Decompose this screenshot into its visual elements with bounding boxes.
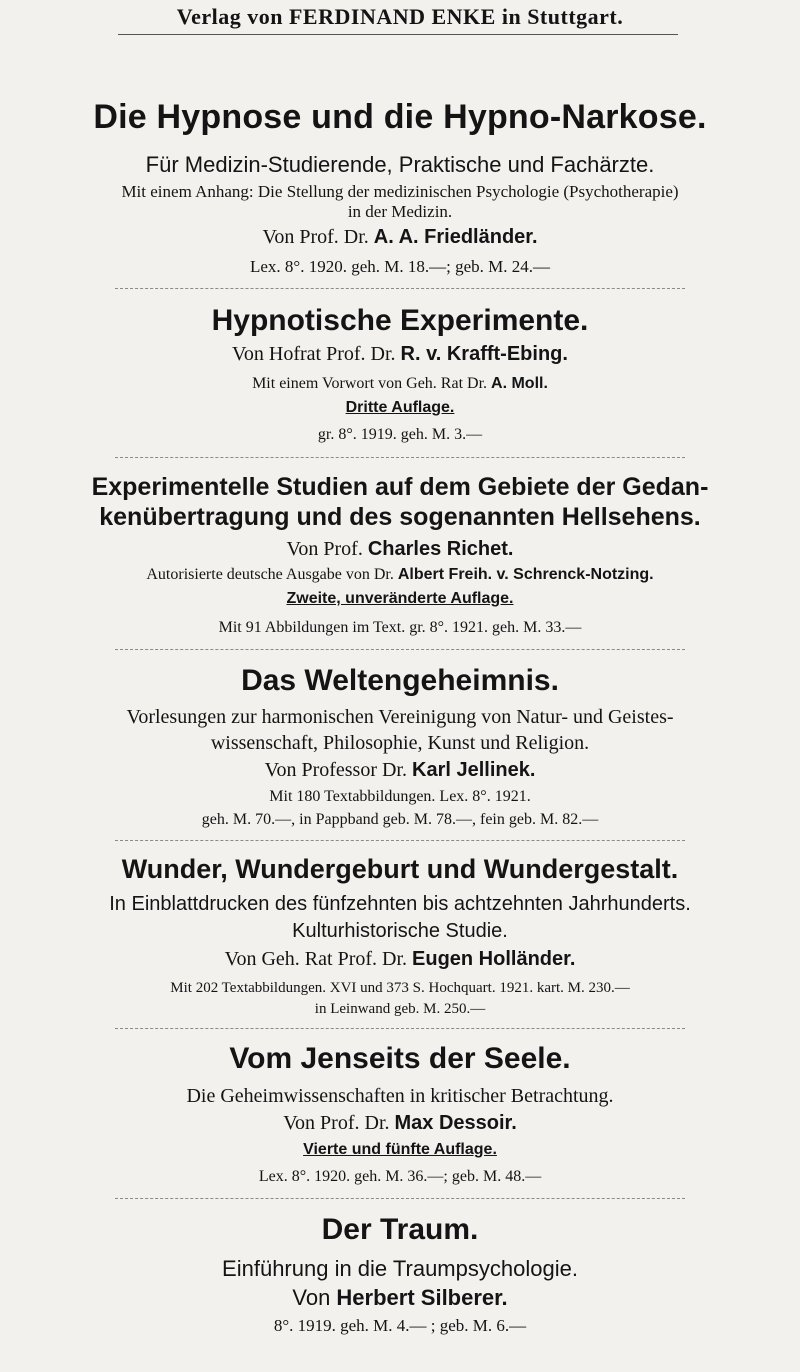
book-author-line [0, 343, 800, 366]
book-appendix: Mit einem Anhang: Die Stellung der medizinischen Psychologie (Psychotherapie) [121, 182, 679, 201]
book-author-line [0, 1285, 800, 1311]
book-author-line [0, 948, 800, 971]
book-edition: Vierte und fünfte Auflage. [303, 1141, 497, 1158]
book-author-line [0, 1112, 800, 1135]
book-title: Hypnotische Experimente. [211, 304, 589, 337]
book-author-line [0, 759, 800, 782]
book-subtitle: Die Geheimwissenschaften in kritischer Betrachtung. [186, 1085, 614, 1107]
author-prefix: Von Prof. Dr. [283, 1112, 395, 1134]
author-name: Eugen Holländer. [412, 948, 576, 970]
author-prefix: Von Geh. Rat Prof. Dr. [224, 948, 413, 970]
book-details: 8°. 1919. geh. M. 4.— ; geb. M. 6.— [273, 1316, 527, 1335]
book-details-cont: in Leinwand geb. M. 250.— [314, 1001, 486, 1017]
book-details: Lex. 8°. 1920. geh. M. 18.—; geb. M. 24.— [249, 257, 551, 276]
book-title: Wunder, Wundergeburt und Wundergestalt. [121, 854, 679, 884]
book-details-cont: geh. M. 70.—, in Pappband geb. M. 78.—, fein geb. M. 82.— [201, 811, 599, 828]
author-prefix: Von Hofrat Prof. Dr. [232, 343, 401, 365]
section-divider [115, 457, 685, 458]
section-divider [115, 840, 685, 841]
book-title: Experimentelle Studien auf dem Gebiete der Gedan- [91, 473, 709, 501]
book-edition: Dritte Auflage. [345, 399, 455, 416]
book-details: Mit 202 Textabbildungen. XVI und 373 S. Hochquart. 1921. kart. M. 230.— [170, 980, 630, 996]
author-prefix: Von [292, 1285, 337, 1310]
translation-prefix: Autorisierte deutsche Ausgabe von Dr. [146, 566, 398, 583]
book-subtitle: In Einblattdrucken des fünfzehnten bis achtzehnten Jahrhunderts. [109, 893, 691, 915]
section-divider [115, 1028, 685, 1029]
book-details: Lex. 8°. 1920. geh. M. 36.—; geb. M. 48.— [258, 1168, 542, 1185]
book-title: Der Traum. [321, 1213, 479, 1246]
book-title: Die Hypnose und die Hypno-Narkose. [93, 98, 707, 136]
book-details: Mit 180 Textabbildungen. Lex. 8°. 1921. [269, 788, 531, 805]
author-name: Karl Jellinek. [412, 759, 536, 781]
author-name: R. v. Krafft-Ebing. [400, 343, 568, 365]
translator-name: Albert Freih. v. Schrenck-Notzing. [397, 566, 654, 583]
book-subtitle: Für Medizin-Studierende, Praktische und Fachärzte. [145, 152, 655, 177]
author-name: Charles Richet. [367, 538, 514, 560]
author-prefix: Von Prof. [286, 538, 368, 560]
section-divider [115, 288, 685, 289]
book-subtitle-cont: Kulturhistorische Studie. [292, 920, 508, 942]
book-title: Das Weltengeheimnis. [241, 664, 559, 697]
author-name: A. A. Friedländer. [373, 226, 538, 248]
foreword-prefix: Mit einem Vorwort von Geh. Rat Dr. [252, 375, 492, 392]
publisher-header: Verlag von FERDINAND ENKE in Stuttgart. [176, 4, 624, 29]
book-subtitle: Vorlesungen zur harmonischen Vereinigung von Natur- und Geistes- [126, 706, 674, 728]
section-divider [115, 649, 685, 650]
book-title: Vom Jenseits der Seele. [229, 1042, 571, 1075]
book-author-line [0, 226, 800, 249]
book-details: gr. 8°. 1919. geh. M. 3.— [317, 426, 483, 443]
author-prefix: Von Prof. Dr. [262, 226, 374, 248]
book-subtitle: Einführung in die Traumpsychologie. [222, 1256, 578, 1281]
author-name: Herbert Silberer. [336, 1285, 508, 1310]
book-appendix-cont: in der Medizin. [347, 202, 453, 221]
section-divider [115, 1198, 685, 1199]
book-title-cont: kenübertragung und des sogenannten Hellsehens. [99, 503, 701, 531]
book-foreword-line [0, 375, 800, 393]
book-translation-line [0, 566, 800, 584]
foreword-author: A. Moll. [491, 375, 548, 392]
book-details: Mit 91 Abbildungen im Text. gr. 8°. 1921. geh. M. 33.— [218, 619, 582, 636]
book-author-line [0, 538, 800, 561]
header-rule [118, 34, 678, 35]
author-prefix: Von Professor Dr. [264, 759, 412, 781]
book-subtitle-cont: wissenschaft, Philosophie, Kunst und Religion. [210, 732, 590, 754]
book-edition: Zweite, unveränderte Auflage. [286, 590, 514, 607]
author-name: Max Dessoir. [394, 1112, 517, 1134]
